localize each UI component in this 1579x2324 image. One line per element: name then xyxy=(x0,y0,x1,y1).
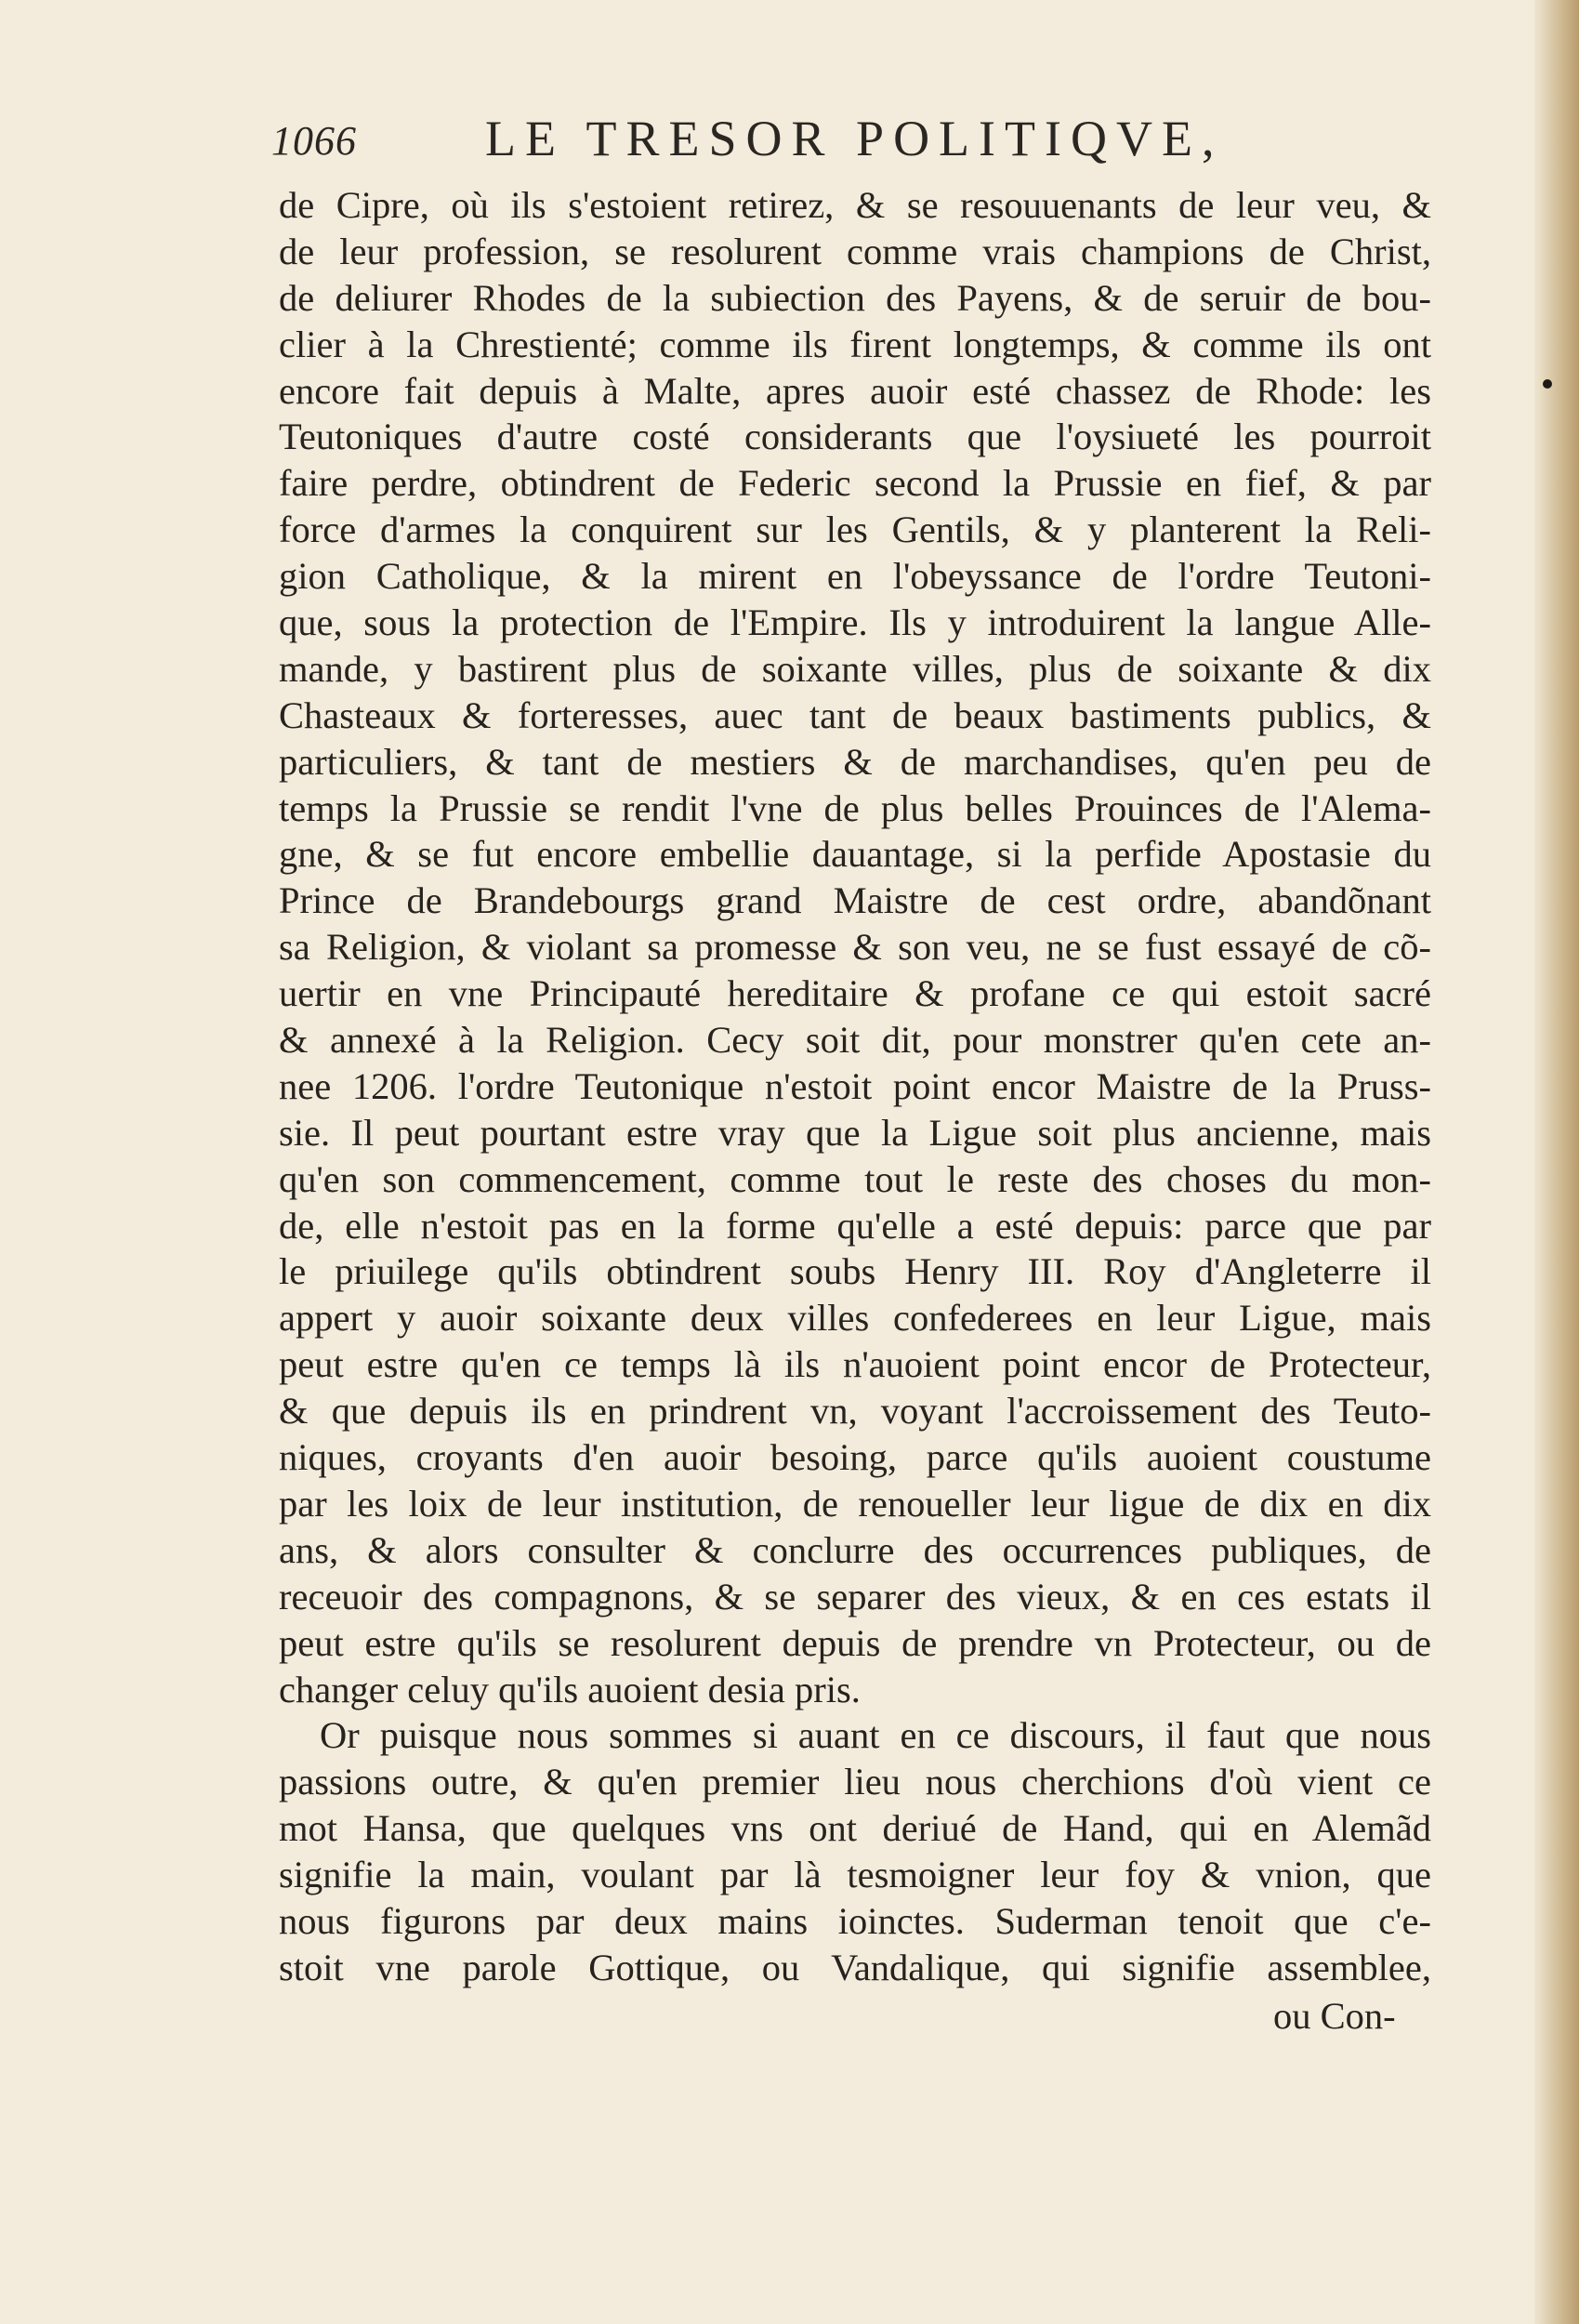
text-line: uertir en vne Principauté hereditaire & profane ce qui estoit sacré xyxy=(279,972,1431,1015)
text-line: stoit vne parole Gottique, ou Vandalique, qui signifie assemblee, xyxy=(279,1946,1431,1988)
text-line: gne, & se fut encore embellie dauantage, si la perfide Apostasie du xyxy=(279,833,1431,876)
text-line: temps la Prussie se rendit l'vne de plus belles Prouinces de l'Alema- xyxy=(279,786,1431,829)
text-line: signifie la main, voulant par là tesmoigner leur foy & vnion, que xyxy=(279,1854,1431,1896)
page-edge-shadow xyxy=(1534,0,1579,2324)
text-line: de deliurer Rhodes de la subiection des Payens, & de seruir de bou- xyxy=(279,276,1431,319)
text-line: peut estre qu'ils se resolurent depuis de prendre vn Protecteur, ou de xyxy=(279,1621,1431,1664)
catchword: ou Con- xyxy=(1273,1995,1396,2037)
text-line: & que depuis ils en prindrent vn, voyant l'accroissement des Teuto- xyxy=(279,1390,1431,1433)
text-line: peut estre qu'en ce temps là ils n'auoient point encor de Protecteur, xyxy=(279,1343,1431,1386)
text-line: mande, y bastirent plus de soixante villes, plus de soixante & dix xyxy=(279,647,1431,690)
text-line: nous figurons par deux mains ioinctes. Suderman tenoit que c'e- xyxy=(279,1899,1431,1942)
text-line: Teutoniques d'autre costé considerants que l'oysiueté les pourroit xyxy=(279,416,1431,458)
text-line: nee 1206. l'ordre Teutonique n'estoit point encor Maistre de la Pruss- xyxy=(279,1064,1431,1107)
page-header xyxy=(271,110,1294,184)
paragraph-end-line: changer celuy qu'ils auoient desia pris. xyxy=(279,1668,861,1710)
text-line: de, elle n'estoit pas en la forme qu'elle a esté depuis: parce que par xyxy=(279,1204,1431,1247)
body-text xyxy=(279,182,1431,1991)
text-line: que, sous la protection de l'Empire. Ils y introduirent la langue Alle- xyxy=(279,601,1431,644)
ink-spot xyxy=(1543,379,1552,389)
text-line: ans, & alors consulter & conclurre des occurrences publiques, de xyxy=(279,1528,1431,1571)
running-title: LE TRESOR POLITIQVE, xyxy=(485,111,1224,166)
text-line: clier à la Chrestienté; comme ils firent longtemps, & comme ils ont xyxy=(279,323,1431,365)
text-line: particuliers, & tant de mestiers & de marchandises, qu'en peu de xyxy=(279,740,1431,783)
page-number: 1066 xyxy=(271,118,357,164)
text-line: mot Hansa, que quelques vns ont deriué de Hand, qui en Alemãd xyxy=(279,1807,1431,1850)
text-line: & annexé à la Religion. Cecy soit dit, pour monstrer qu'en cete an- xyxy=(279,1019,1431,1062)
text-line: gion Catholique, & la mirent en l'obeyssance de l'ordre Teutoni- xyxy=(279,555,1431,598)
text-line: sa Religion, & violant sa promesse & son veu, ne se fust essayé de cõ- xyxy=(279,926,1431,969)
text-line: sie. Il peut pourtant estre vray que la Ligue soit plus ancienne, mais xyxy=(279,1111,1431,1154)
text-line: receuoir des compagnons, & se separer des vieux, & en ces estats il xyxy=(279,1575,1431,1618)
text-line: appert y auoir soixante deux villes confederees en leur Ligue, mais xyxy=(279,1297,1431,1340)
text-line: Prince de Brandebourgs grand Maistre de cest ordre, abandõnant xyxy=(279,879,1431,922)
text-line: force d'armes la conquirent sur les Gentils, & y planterent la Reli- xyxy=(279,508,1431,551)
paragraph-start-line: Or puisque nous sommes si auant en ce discours, il faut que nous xyxy=(320,1714,1431,1757)
text-line: de Cipre, où ils s'estoient retirez, & se resouuenants de leur veu, & xyxy=(279,184,1431,226)
text-line: le priuilege qu'ils obtindrent soubs Henry III. Roy d'Angleterre il xyxy=(279,1250,1431,1293)
text-line: par les loix de leur institution, de renoueller leur ligue de dix en dix xyxy=(279,1482,1431,1525)
text-line: qu'en son commencement, comme tout le reste des choses du mon- xyxy=(279,1157,1431,1200)
text-line: de leur profession, se resolurent comme vrais champions de Christ, xyxy=(279,230,1431,272)
text-line: faire perdre, obtindrent de Federic second la Prussie en fief, & par xyxy=(279,462,1431,505)
text-line: passions outre, & qu'en premier lieu nous cherchions d'où vient ce xyxy=(279,1761,1431,1803)
text-line: niques, croyants d'en auoir besoing, parce qu'ils auoient coustume xyxy=(279,1436,1431,1479)
text-line: Chasteaux & forteresses, auec tant de beaux bastiments publics, & xyxy=(279,693,1431,736)
text-line: encore fait depuis à Malte, apres auoir esté chassez de Rhode: les xyxy=(279,369,1431,412)
